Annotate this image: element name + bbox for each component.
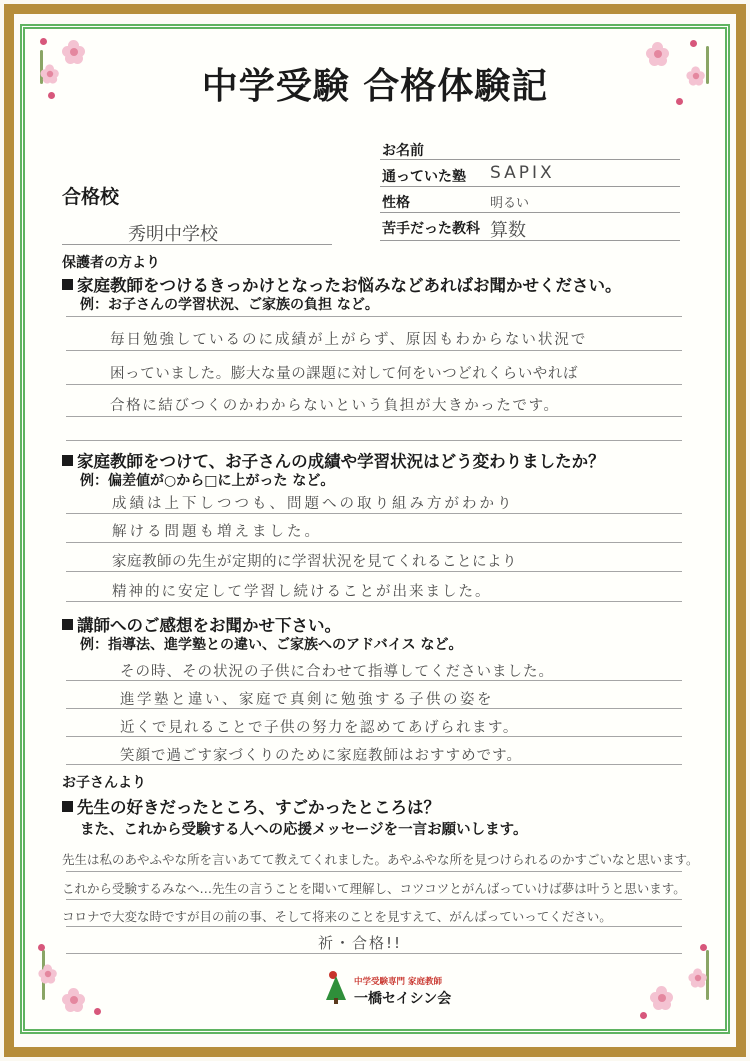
personality-value: 明るい bbox=[490, 196, 530, 211]
bullet-square-icon bbox=[62, 279, 73, 290]
answer-line: 笑顔で過ごす家づくりのために家庭教師はおすすめです。 bbox=[120, 748, 522, 764]
footer-tagline: 中学受験専門 家庭教師 bbox=[354, 977, 442, 987]
footer-brand: 一橋セイシン会 bbox=[354, 991, 452, 1007]
answer-line: 解ける問題も増えました。 bbox=[112, 524, 322, 540]
answer-line: 進学塾と違い、家庭で真剣に勉強する子供の姿を bbox=[120, 692, 494, 708]
bullet-square-icon bbox=[62, 455, 73, 466]
answer-line: 困っていました。膨大な量の課題に対して何をいつどれくらいやれば bbox=[110, 366, 579, 382]
answer-line: 毎日勉強しているのに成績が上がらず、原因もわからない状況で bbox=[110, 332, 588, 348]
answer-line: 祈・合格!! bbox=[318, 934, 403, 952]
q3-question: 講師へのご感想をお聞かせ下さい。 bbox=[62, 612, 341, 636]
personality-label: 性格 bbox=[382, 195, 410, 211]
q3-example: 例：指導法、進学塾との違い、ご家族へのアドバイス など。 bbox=[80, 637, 463, 653]
school-value: 秀明中学校 bbox=[128, 224, 218, 245]
name-label: お名前 bbox=[382, 143, 424, 159]
answer-line: これから受験するみなへ…先生の言うことを聞いて理解し、コツコツとがんばっていけば夢は叶うと思います。 bbox=[62, 881, 686, 896]
bullet-square-icon bbox=[62, 619, 73, 630]
answer-line: 成績は上下しつつも、問題への取り組み方がわかり bbox=[112, 496, 515, 512]
answer-line: 先生は私のあやふやな所を言いあてて教えてくれました。あやふやな所を見つけられるのかすごいなと思います。 bbox=[62, 852, 699, 867]
answer-line: 家庭教師の先生が定期的に学習状況を見てくれることにより bbox=[112, 554, 517, 570]
q2-question: 家庭教師をつけて、お子さんの成績や学習状況はどう変わりましたか？ bbox=[62, 448, 605, 472]
weak-subject-label: 苦手だった教科 bbox=[382, 221, 480, 237]
q1-question: 家庭教師をつけるきっかけとなったお悩みなどあればお聞かせください。 bbox=[62, 272, 622, 296]
juku-value: SAPIX bbox=[490, 163, 555, 183]
child-question-2: また、これから受験する人への応援メッセージを一言お願いします。 bbox=[80, 821, 528, 838]
answer-line: その時、その状況の子供に合わせて指導してくださいました。 bbox=[120, 664, 554, 680]
answer-line: 近くで見れることで子供の努力を認めてあげられます。 bbox=[120, 720, 519, 736]
bullet-square-icon bbox=[62, 801, 73, 812]
child-question: 先生の好きだったところ、すごかったところは？ bbox=[62, 794, 440, 818]
answer-line: 精神的に安定して学習し続けることが出来ました。 bbox=[112, 584, 492, 600]
page-title: 中学受験 合格体験記 bbox=[201, 65, 549, 107]
child-heading: お子さんより bbox=[62, 775, 146, 791]
answer-line: コロナで大変な時ですが目の前の事、そして将来のことを見すえて、がんばっていってください。 bbox=[62, 909, 612, 924]
q1-example: 例：お子さんの学習状況、ご家族の負担 など。 bbox=[80, 297, 379, 313]
parent-heading: 保護者の方より bbox=[62, 255, 160, 271]
answer-line: 合格に結びつくのかわからないという負担が大きかったです。 bbox=[110, 398, 560, 414]
school-label: 合格校 bbox=[62, 186, 120, 208]
tree-logo-icon bbox=[324, 970, 348, 1006]
q2-example: 例：偏差値が○から□に上がった など。 bbox=[80, 473, 335, 489]
juku-label: 通っていた塾 bbox=[382, 169, 466, 185]
weak-subject-value: 算数 bbox=[490, 220, 526, 241]
